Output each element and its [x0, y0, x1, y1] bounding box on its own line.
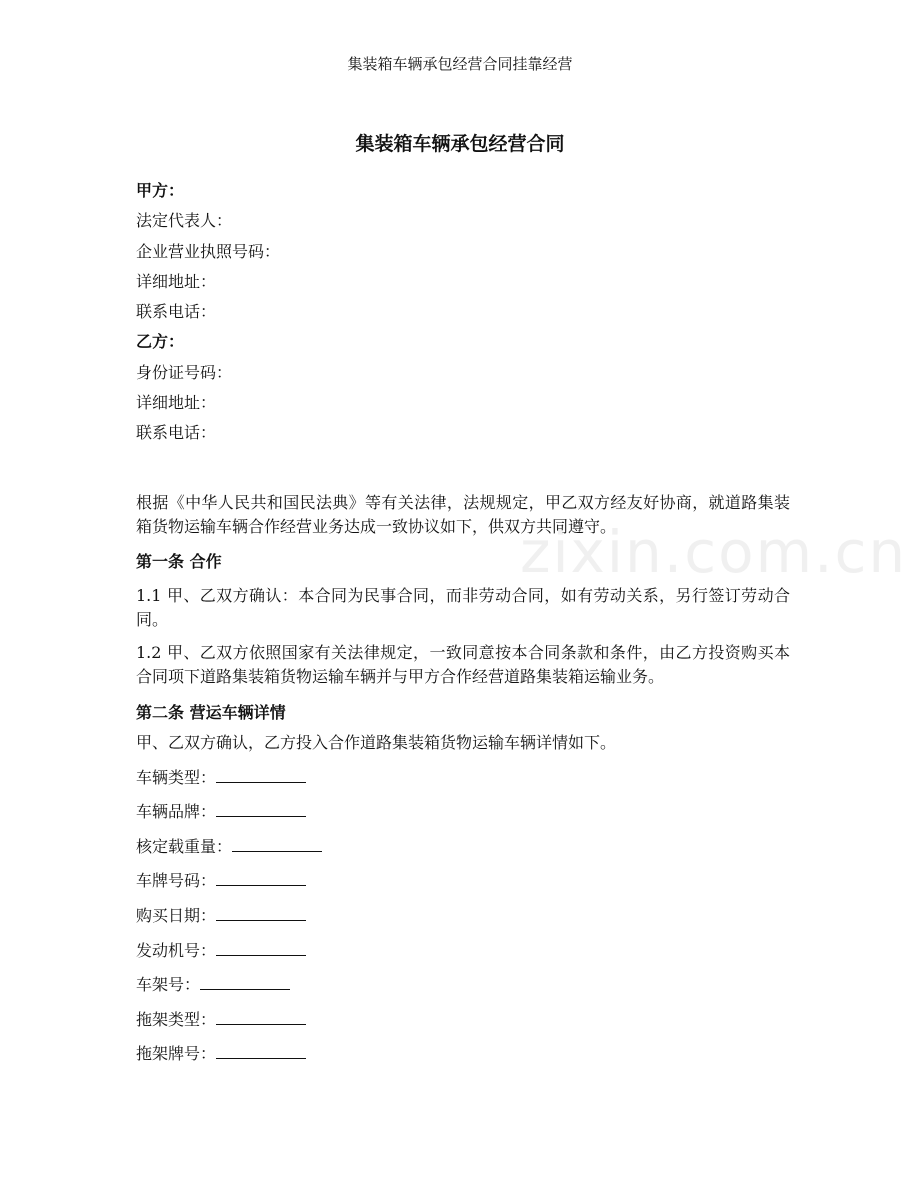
field-label: 购买日期： [136, 906, 217, 926]
field-vehicle-brand [136, 799, 790, 834]
fill-blank [216, 765, 306, 783]
party-b-address: 详细地址： [136, 393, 217, 413]
field-label: 车辆类型： [136, 767, 217, 787]
clause-1-2: 1.2 甲、乙双方依照国家有关法律规定，一致同意按本合同条款和条件，由乙方投资购买本合同项下道路集装箱货物运输车辆并与甲方合作经营道路集装箱运输业务。 [136, 642, 790, 686]
fill-blank [216, 903, 306, 921]
field-label: 发动机号： [136, 940, 217, 960]
field-rated-load [136, 834, 790, 869]
fill-blank [216, 868, 306, 886]
field-label: 拖架类型： [136, 1009, 217, 1029]
article-1-heading: 第一条 合作 [136, 551, 222, 571]
party-a-phone: 联系电话： [136, 302, 217, 322]
spacer [136, 449, 790, 487]
fill-blank [232, 834, 322, 852]
party-b-phone: 联系电话： [136, 423, 217, 443]
fill-blank [200, 972, 290, 990]
document-title: 集装箱车辆承包经营合同 [355, 133, 565, 155]
party-b-id-number: 身份证号码： [136, 362, 233, 382]
fill-blank [216, 1007, 306, 1025]
preamble-paragraph: 根据《中华人民共和国民法典》等有关法律，法规规定，甲乙双方经友好协商，就道路集装箱货物运输车辆合作经营业务达成一致协议如下，供双方共同遵守。 [136, 492, 790, 536]
field-label: 车辆品牌： [136, 802, 217, 822]
party-a-license-number: 企业营业执照号码： [136, 241, 281, 261]
field-trailer-type [136, 1007, 790, 1042]
fill-blank [216, 1041, 306, 1059]
clause-1-1: 1.1 甲、乙双方确认：本合同为民事合同，而非劳动合同，如有劳动关系，另行签订劳动合同。 [136, 585, 790, 629]
field-plate-number [136, 868, 790, 903]
running-header: 集装箱车辆承包经营合同挂靠经营 [347, 55, 573, 73]
field-label: 车架号： [136, 975, 201, 995]
article-2-intro: 甲、乙双方确认，乙方投入合作道路集装箱货物运输车辆详情如下。 [136, 732, 617, 752]
field-trailer-plate [136, 1041, 790, 1076]
vehicle-fields [136, 765, 790, 1076]
article-2-heading: 第二条 营运车辆详情 [136, 702, 286, 722]
party-a-legal-rep: 法定代表人： [136, 211, 233, 231]
field-vehicle-type [136, 765, 790, 800]
document-body [136, 176, 790, 1076]
party-a-address: 详细地址： [136, 271, 217, 291]
fill-blank [216, 938, 306, 956]
field-label: 核定载重量： [136, 836, 233, 856]
field-engine-number [136, 938, 790, 973]
watermark: zixin.com.cn [520, 518, 908, 586]
field-purchase-date [136, 903, 790, 938]
fill-blank [216, 799, 306, 817]
party-b-label: 乙方： [136, 332, 185, 352]
field-frame-number [136, 972, 790, 1007]
field-label: 车牌号码： [136, 871, 217, 891]
party-a-label: 甲方： [136, 181, 185, 200]
field-label: 拖架牌号： [136, 1044, 217, 1064]
